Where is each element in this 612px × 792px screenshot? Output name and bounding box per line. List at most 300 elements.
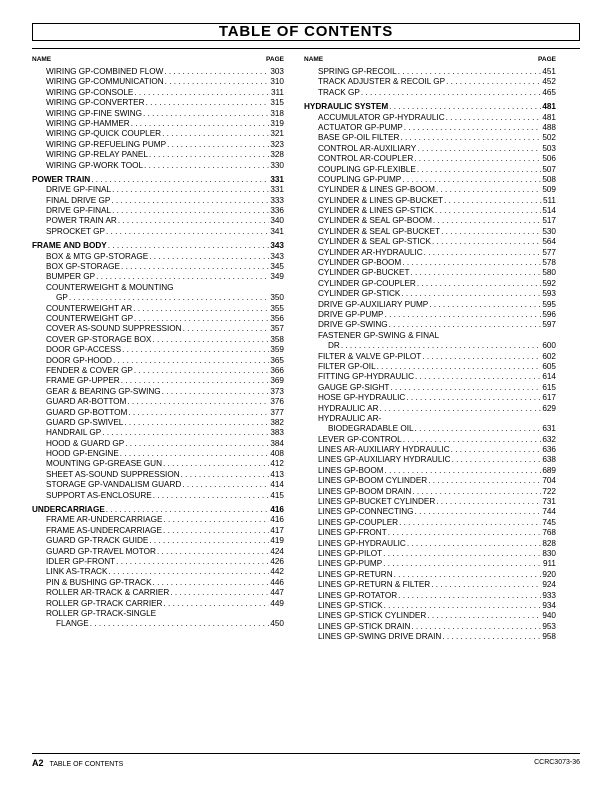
entry-name: SUPPORT AS-ENCLOSURE — [46, 490, 152, 500]
entry-name: CYLINDER & LINES GP-BOOM — [318, 185, 435, 195]
toc-entry — [32, 557, 284, 567]
page-number: 382 — [270, 417, 284, 427]
toc-entry — [304, 165, 556, 175]
entry-name: HYDRAULIC AR- — [318, 413, 382, 423]
entry-name: LINK AS-TRACK — [46, 567, 108, 577]
page-number: 426 — [270, 556, 284, 566]
page-number: 310 — [270, 77, 284, 87]
entry-name: COUPLING GP-PUMP — [318, 174, 402, 184]
dot-leader — [384, 601, 542, 611]
entry-name: PIN & BUSHING GP-TRACK — [46, 577, 152, 587]
entry-name: LINES GP-COUPLER — [318, 517, 399, 527]
dot-leader — [116, 557, 269, 567]
toc-entry — [32, 366, 284, 376]
toc-entry — [32, 515, 284, 525]
page-number: 333 — [270, 195, 284, 205]
dot-leader — [124, 418, 269, 428]
toc-entry — [304, 67, 556, 77]
toc-section — [32, 505, 284, 515]
page-number: 636 — [542, 445, 556, 455]
dot-leader — [118, 216, 270, 226]
dot-leader — [170, 588, 269, 598]
toc-entry — [32, 418, 284, 428]
dot-leader — [69, 293, 269, 303]
entry-name: LINES GP-BOOM DRAIN — [318, 486, 412, 496]
toc-entry — [32, 150, 284, 160]
entry-name: SPRING GP-RECOIL — [318, 67, 397, 76]
toc-entry — [32, 88, 284, 98]
page-number: 343 — [270, 241, 284, 251]
dot-leader — [446, 113, 542, 123]
page-number: 911 — [542, 559, 556, 569]
entry-name: LEVER GP-CONTROL — [318, 434, 402, 444]
page-number: 414 — [270, 480, 284, 490]
toc-entry — [304, 372, 556, 382]
toc-entry — [304, 383, 556, 393]
toc-entry — [304, 77, 556, 87]
name-header: NAME — [304, 56, 324, 63]
dot-leader — [125, 439, 269, 449]
toc-entry — [32, 314, 284, 324]
dot-leader — [398, 67, 542, 77]
toc-entry — [32, 335, 284, 345]
toc-entry — [32, 459, 284, 469]
dot-leader — [402, 258, 541, 268]
page-number: 578 — [542, 258, 556, 268]
dot-leader — [153, 578, 270, 588]
dot-leader — [383, 549, 541, 559]
dot-leader — [401, 289, 541, 299]
dot-leader — [144, 161, 269, 171]
section-title: POWER TRAIN — [32, 174, 91, 184]
page-number: 580 — [542, 268, 556, 278]
page-header: PAGE — [538, 56, 556, 63]
toc-entry — [32, 283, 284, 293]
dot-leader — [112, 185, 269, 195]
toc-entry — [32, 304, 284, 314]
page-number: 330 — [270, 160, 284, 170]
toc-entry — [304, 185, 556, 195]
entry-name: CYLINDER GP-STICK — [318, 289, 401, 299]
entry-name: WIRING GP-CONVERTER — [46, 98, 145, 108]
page-number: 447 — [270, 588, 284, 598]
dot-leader — [422, 352, 541, 362]
toc-entry — [32, 67, 284, 77]
toc-entry — [32, 77, 284, 87]
dot-leader — [182, 480, 269, 490]
entry-name: ROLLER GP-TRACK CARRIER — [46, 598, 163, 608]
page-number: 416 — [270, 515, 284, 525]
entry-name: ROLLER AR-TRACK & CARRIER — [46, 588, 170, 598]
toc-entry — [32, 470, 284, 480]
page-number: 311 — [270, 87, 284, 97]
toc-entry — [32, 439, 284, 449]
page-number: 617 — [542, 393, 556, 403]
toc-entry — [304, 113, 556, 123]
dot-leader — [431, 580, 541, 590]
dot-leader — [411, 622, 541, 632]
entry-name: WIRING GP-REFUELING PUMP — [46, 139, 167, 149]
entry-name: HOOD GP-ENGINE — [46, 449, 119, 459]
page-number: 412 — [270, 459, 284, 469]
dot-leader — [429, 300, 541, 310]
page-number: 356 — [270, 313, 284, 323]
page-number: 318 — [270, 108, 284, 118]
toc-entry — [32, 578, 284, 588]
dot-leader — [162, 387, 270, 397]
entry-name: BOX & MTG GP-STORAGE — [46, 251, 149, 261]
toc-entry — [304, 352, 556, 362]
toc-entry — [32, 227, 284, 237]
dot-leader — [111, 196, 269, 206]
dot-leader — [106, 505, 270, 515]
page-number: 340 — [270, 216, 284, 226]
toc-entry — [32, 98, 284, 108]
toc-right-list — [304, 67, 556, 642]
dot-leader — [163, 526, 269, 536]
dot-leader — [402, 175, 541, 185]
entry-name: WIRING GP-COMMUNICATION — [46, 77, 164, 87]
dot-leader — [122, 345, 269, 355]
entry-name: WIRING GP-HAMMER — [46, 118, 130, 128]
toc-entry — [32, 272, 284, 282]
entry-name: CYLINDER GP-COUPLER — [318, 278, 416, 288]
entry-name: CYLINDER & LINES GP-STICK — [318, 206, 435, 216]
toc-entry — [32, 356, 284, 366]
page-number: 503 — [542, 143, 556, 153]
entry-name: COUNTERWEIGHT AR — [46, 303, 133, 313]
entry-name: WIRING GP-RELAY PANEL — [46, 150, 148, 160]
page-number: 631 — [542, 424, 556, 434]
entry-name: DOOR GP-HOOD — [46, 355, 112, 365]
page-number: 638 — [542, 455, 556, 465]
footer-label: TABLE OF CONTENTS — [49, 761, 124, 768]
dot-leader — [436, 497, 541, 507]
page-number: 373 — [270, 386, 284, 396]
dot-leader — [398, 591, 541, 601]
dot-leader — [91, 175, 269, 185]
toc-entry — [304, 196, 556, 206]
dot-leader — [128, 408, 269, 418]
toc-entry — [32, 609, 284, 619]
toc-entry — [304, 601, 556, 611]
toc-entry — [304, 227, 556, 237]
dot-leader — [417, 165, 542, 175]
dot-leader — [444, 196, 542, 206]
page-number: 451 — [542, 67, 556, 76]
entry-name: GP — [56, 293, 68, 303]
page-number: 830 — [542, 548, 556, 558]
entry-name: MOUNTING GP-GREASE GUN — [46, 459, 162, 469]
dot-leader — [404, 123, 542, 133]
page-title: TABLE OF CONTENTS — [32, 23, 580, 41]
toc-entry — [304, 622, 556, 632]
dot-leader — [390, 383, 541, 393]
dot-leader — [417, 144, 541, 154]
entry-name: COUNTERWEIGHT & MOUNTING — [46, 282, 174, 292]
entry-name: LINES GP-BUCKET CYLINDER — [318, 497, 436, 507]
page-number: 358 — [270, 334, 284, 344]
dot-leader — [412, 487, 541, 497]
toc-entry — [32, 206, 284, 216]
entry-name: CONTROL AR-COUPLER — [318, 154, 414, 164]
toc-entry — [32, 196, 284, 206]
dot-leader — [96, 272, 269, 282]
page-number: 564 — [542, 237, 556, 247]
dot-leader — [446, 77, 541, 87]
dot-leader — [121, 376, 270, 386]
entry-name: FILTER & VALVE GP-PILOT — [318, 351, 422, 361]
dot-leader — [451, 445, 542, 455]
toc-entry — [304, 518, 556, 528]
toc-entry — [304, 175, 556, 185]
page-number: 614 — [542, 372, 556, 382]
entry-name: LINES GP-BOOM — [318, 465, 384, 475]
entry-name: FINAL DRIVE GP — [46, 195, 111, 205]
toc-entry — [304, 549, 556, 559]
dot-leader — [417, 279, 542, 289]
dot-leader — [399, 518, 541, 528]
toc-entry — [304, 632, 556, 642]
dot-leader — [127, 397, 269, 407]
page-number: 602 — [542, 351, 556, 361]
toc-section — [304, 102, 556, 112]
page-number: 442 — [270, 567, 284, 577]
entry-name: TRACK GP — [318, 87, 360, 97]
entry-name: CYLINDER & SEAL GP-STICK — [318, 237, 431, 247]
entry-name: STORAGE GP-VANDALISM GUARD — [46, 480, 182, 490]
page-number: 517 — [542, 216, 556, 226]
name-header: NAME — [32, 56, 52, 63]
entry-name: LINES GP-HYDRAULIC — [318, 538, 406, 548]
page-number: 920 — [542, 569, 556, 579]
entry-name: FRAME GP-UPPER — [46, 376, 120, 386]
page-number: 481 — [542, 112, 556, 122]
toc-entry — [32, 324, 284, 334]
page-number: 449 — [270, 598, 284, 608]
entry-name: HANDRAIL GP — [46, 428, 102, 438]
entry-name: POWER TRAIN AR — [46, 216, 117, 226]
toc-entry — [304, 88, 556, 98]
entry-name: ACCUMULATOR GP-HYDRAULIC — [318, 112, 445, 122]
column-header — [32, 55, 284, 67]
dot-leader — [428, 476, 541, 486]
entry-name: GUARD AR-BOTTOM — [46, 397, 127, 407]
toc-entry — [304, 206, 556, 216]
page-number: 488 — [542, 122, 556, 132]
dot-leader — [361, 88, 541, 98]
page-number: 934 — [542, 600, 556, 610]
page-number: 383 — [270, 428, 284, 438]
page-number: 450 — [270, 619, 284, 629]
entry-name: DRIVE GP-AUXILIARY PUMP — [318, 299, 429, 309]
page-number: 446 — [270, 577, 284, 587]
dot-leader — [414, 154, 541, 164]
toc-entry — [304, 528, 556, 538]
toc-entry — [304, 258, 556, 268]
page-number: 417 — [270, 525, 284, 535]
dot-leader — [163, 599, 269, 609]
entry-name: HYDRAULIC AR — [318, 403, 379, 413]
entry-name: COUNTERWEIGHT GP — [46, 313, 134, 323]
toc-entry — [304, 414, 556, 424]
entry-name: DRIVE GP-FINAL — [46, 185, 112, 195]
page-number: 502 — [542, 133, 556, 143]
header-rule — [32, 48, 580, 49]
entry-name: WIRING GP-QUICK COUPLER — [46, 129, 162, 139]
dot-leader — [133, 304, 269, 314]
toc-entry — [32, 387, 284, 397]
page-number: 592 — [542, 278, 556, 288]
entry-name: GUARD GP-SWIVEL — [46, 417, 124, 427]
entry-name: CYLINDER GP-BOOM — [318, 258, 402, 268]
toc-section — [32, 241, 284, 251]
entry-name: WIRING GP-CONSOLE — [46, 87, 134, 97]
entry-name: LINES GP-PUMP — [318, 559, 383, 569]
page-number: 509 — [542, 185, 556, 195]
toc-entry — [304, 144, 556, 154]
dot-leader — [389, 320, 542, 330]
dot-leader — [403, 435, 542, 445]
entry-name: BIODEGRADABLE OIL — [328, 424, 414, 434]
page-number: 345 — [270, 262, 284, 272]
page-number: 366 — [270, 365, 284, 375]
entry-name: SPROCKET GP — [46, 226, 105, 236]
page-number: 595 — [542, 299, 556, 309]
toc-entry — [304, 310, 556, 320]
dot-leader — [134, 366, 269, 376]
entry-name: WIRING GP-WORK TOOL — [46, 160, 144, 170]
entry-name: GUARD GP-BOTTOM — [46, 407, 128, 417]
dot-leader — [106, 227, 269, 237]
page-number: 924 — [542, 580, 556, 590]
page-number: 336 — [270, 206, 284, 216]
entry-name: CYLINDER & SEAL GP-BOOM — [318, 216, 432, 226]
dot-leader — [410, 268, 541, 278]
dot-leader — [108, 567, 269, 577]
dot-leader — [415, 507, 542, 517]
dot-leader — [163, 459, 269, 469]
page-number: 328 — [270, 150, 284, 160]
page-number: 350 — [270, 293, 284, 303]
dot-leader — [120, 449, 270, 459]
toc-entry — [304, 404, 556, 414]
page-number: 319 — [270, 118, 284, 128]
page-number: 704 — [542, 476, 556, 486]
page-number: 481 — [542, 102, 556, 112]
page-number: 828 — [542, 538, 556, 548]
toc-entry — [32, 119, 284, 129]
dot-leader — [112, 206, 269, 216]
entry-name: DRIVE GP-FINAL — [46, 206, 112, 216]
entry-name: LINES GP-ROTATOR — [318, 590, 398, 600]
toc-entry — [304, 289, 556, 299]
dot-leader — [181, 470, 270, 480]
page-number: 413 — [270, 469, 284, 479]
page-number: 600 — [542, 341, 556, 351]
dot-leader — [377, 362, 542, 372]
page-number: 349 — [270, 272, 284, 282]
page-number: 331 — [270, 174, 284, 184]
toc-entry — [32, 185, 284, 195]
page-number: 577 — [542, 247, 556, 257]
toc-entry — [304, 570, 556, 580]
dot-leader — [406, 393, 541, 403]
dot-leader — [415, 424, 542, 434]
dot-leader — [149, 252, 269, 262]
toc-entry — [304, 362, 556, 372]
toc-entry — [32, 252, 284, 262]
page-number: 530 — [542, 226, 556, 236]
page-number: 323 — [270, 139, 284, 149]
toc-entry — [32, 216, 284, 226]
entry-name: LINES GP-STICK — [318, 600, 383, 610]
entry-name: BOX GP-STORAGE — [46, 262, 121, 272]
dot-leader — [167, 140, 269, 150]
toc-entry — [304, 539, 556, 549]
dot-leader — [102, 428, 269, 438]
entry-name: LINES GP-PILOT — [318, 548, 383, 558]
section-title: HYDRAULIC SYSTEM — [304, 102, 389, 112]
toc-entry — [32, 428, 284, 438]
entry-name: DRIVE GP-SWING — [318, 320, 388, 330]
page-number: 605 — [542, 361, 556, 371]
page-number: 376 — [270, 397, 284, 407]
toc-entry — [304, 123, 556, 133]
dot-leader — [389, 102, 541, 112]
page-number: 511 — [542, 195, 556, 205]
dot-leader — [162, 129, 269, 139]
entry-name: CYLINDER GP-BUCKET — [318, 268, 410, 278]
toc-entry — [32, 526, 284, 536]
toc-entry — [304, 154, 556, 164]
page-number: 415 — [270, 490, 284, 500]
toc-entry — [32, 109, 284, 119]
entry-name: HOOD & GUARD GP — [46, 438, 125, 448]
toc-entry — [304, 591, 556, 601]
toc-entry — [304, 237, 556, 247]
dot-leader — [385, 310, 542, 320]
toc-entry — [32, 536, 284, 546]
dot-leader — [152, 335, 269, 345]
toc-entry-continuation — [304, 424, 556, 434]
entry-name: GUARD GP-TRACK GUIDE — [46, 536, 149, 546]
page-number: 744 — [542, 507, 556, 517]
page-number: 465 — [542, 87, 556, 97]
entry-name: CYLINDER & LINES GP-BUCKET — [318, 195, 444, 205]
page-number: 632 — [542, 434, 556, 444]
toc-entry — [32, 480, 284, 490]
toc-entry — [304, 300, 556, 310]
entry-name: COVER GP-STORAGE BOX — [46, 334, 152, 344]
page-number: 933 — [542, 590, 556, 600]
page-number: 596 — [542, 309, 556, 319]
entry-name: FENDER & COVER GP — [46, 365, 133, 375]
entry-name: GAUGE GP-SIGHT — [318, 382, 390, 392]
page-number: 359 — [270, 345, 284, 355]
toc-entry — [304, 248, 556, 258]
dot-leader — [407, 539, 542, 549]
dot-leader — [432, 237, 541, 247]
dot-leader — [183, 324, 270, 334]
toc-entry — [32, 599, 284, 609]
page-number: 731 — [542, 497, 556, 507]
toc-entry — [32, 140, 284, 150]
dot-leader — [436, 185, 541, 195]
entry-name: LINES GP-STICK DRAIN — [318, 621, 411, 631]
entry-name: IDLER GP-FRONT — [46, 556, 116, 566]
page-number: 355 — [270, 303, 284, 313]
